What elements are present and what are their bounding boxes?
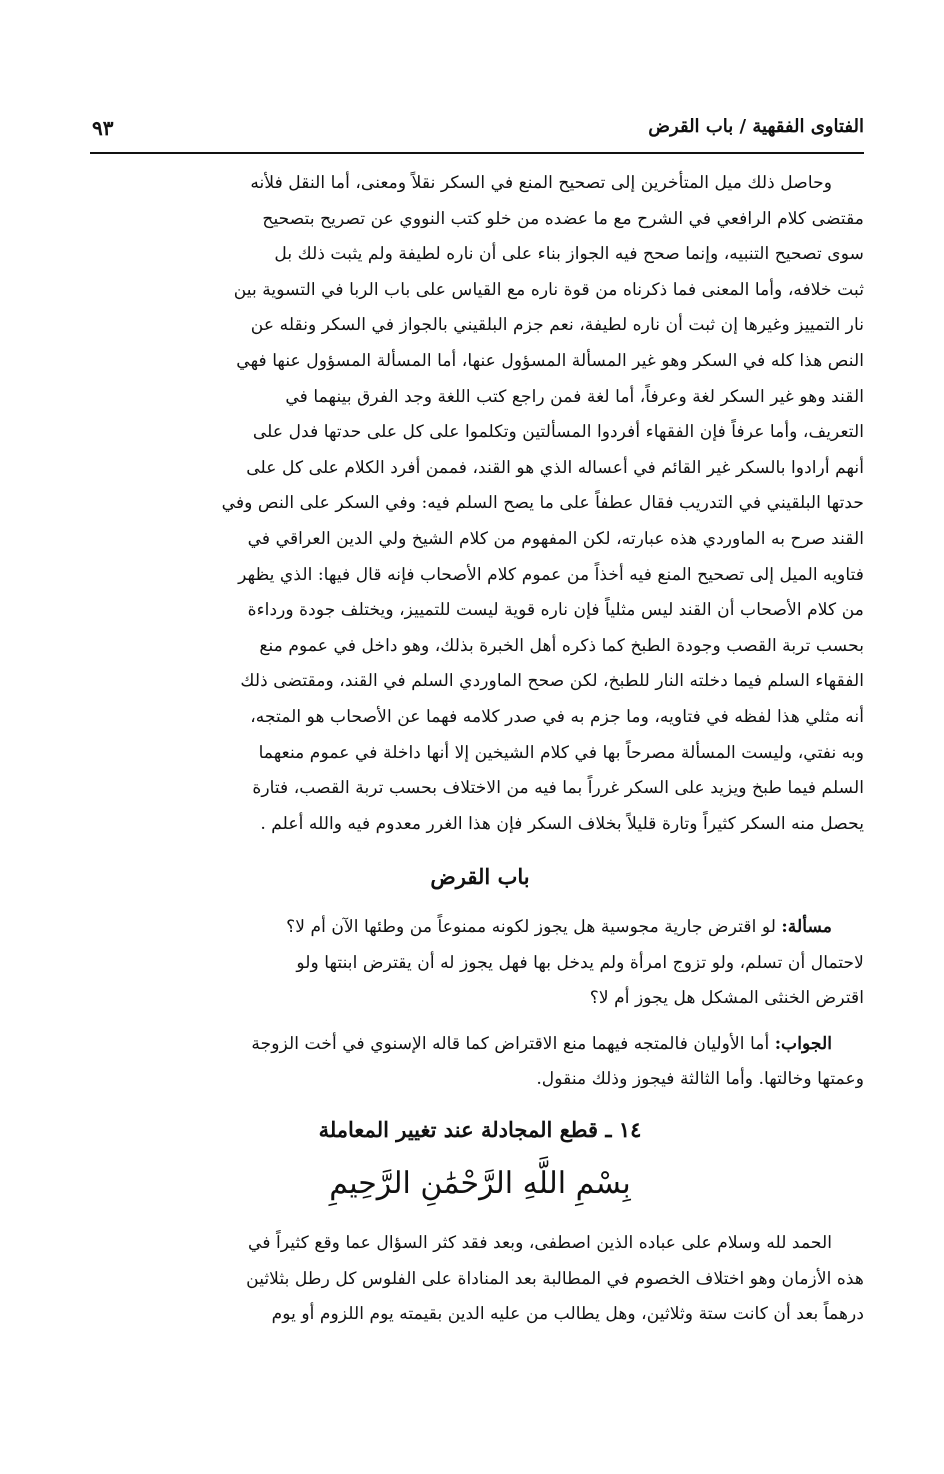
basmala-calligraphy: بِسْمِ اللَّهِ الرَّحْمَٰنِ الرَّحِيمِ <box>329 1166 631 1201</box>
paragraph-line: نار التمييز وغيرها إن ثبت أن ناره لطيفة، نعم جزم البلقيني بالجواز في السكر ونقله عن <box>250 315 864 336</box>
paragraph-line: القند صرح به الماوردي هذه عبارته، لكن المفهوم من كلام الشيخ ولي الدين العراقي في <box>247 528 864 549</box>
answer-line: وعمتها وخالتها. وأما الثالثة فيجوز وذلك منقول. <box>536 1069 864 1090</box>
question-line: لاحتمال أن تسلم، ولو تزوج امرأة ولم يدخل بها فهل يجوز له أن يقترض ابنتها ولو <box>296 952 864 973</box>
paragraph-line: من كلام الأصحاب أن القند ليس مثلياً فإن ناره قوية ليست للتمييز، ويختلف جودة ورداءة <box>247 600 864 621</box>
paragraph-line: أنه مثلي هذا لفظه في فتاويه، وما جزم به في صدر كلامه فهما عن الأصحاب هو المتجه، <box>250 706 864 727</box>
question-answer-block <box>96 910 864 1098</box>
paragraph-line: القند وهو غير السكر لغة وعرفاً، أما لغة فمن راجع كتب اللغة وجد الفرق بينهما في <box>285 386 864 407</box>
question-label: مسألة: <box>781 917 832 937</box>
paragraph-line: درهماً بعد أن كانت ستة وثلاثين، وهل يطالب من عليه الدين بقيمته يوم اللزوم أو يوم <box>271 1304 864 1325</box>
paragraph-line: فتاويه الميل إلى تصحيح المنع فيه أخذاً من عموم كلام الأصحاب فإنه قال فيها: الذي يظهر <box>238 564 864 585</box>
paragraph-line: وحاصل ذلك ميل المتأخرين إلى تصحيح المنع في السكر نقلاً ومعنى، أما النقل فلأنه <box>250 173 832 193</box>
paragraph-line: مقتضى كلام الرافعي في الشرح مع ما عضده من خلو كتب النووي عن تصريح بتصحيح <box>262 208 864 229</box>
main-paragraph <box>96 166 864 842</box>
answer-line <box>96 1027 864 1063</box>
chapter-heading: ١٤ ـ قطع المجادلة عند تغيير المعاملة <box>318 1117 642 1142</box>
page-number: ٩٣ <box>92 116 114 140</box>
answer-label: الجواب: <box>774 1033 832 1054</box>
paragraph-line: الفقهاء السلم فيما دخلته النار للطبخ، لكن صحح الماوردي السلم في القند، ومقتضى ذلك <box>240 671 864 692</box>
question-line: اقترض الخنثى المشكل هل يجوز أم لا؟ <box>589 988 864 1009</box>
section-heading: باب القرض <box>430 864 530 889</box>
question-line <box>96 910 864 946</box>
paragraph-line: سوى تصحيح التنبيه، وإنما صحح فيه الجواز بناء على أن ناره لطيفة ولم يثبت ذلك بل <box>274 244 864 265</box>
paragraph-line: هذه الأزمان وهو اختلاف الخصوم في المطالبة بعد المناداة على الفلوس كل رطل بثلاثين <box>246 1268 864 1289</box>
final-paragraph <box>96 1226 864 1333</box>
question-text: لو اقترض جارية مجوسية هل يجوز لكونه ممنوعاً من وطئها الآن أم لا؟ <box>286 917 776 937</box>
paragraph-line: الحمد لله وسلام على عباده الذين اصطفى، وبعد فقد كثر السؤال عما وقع كثيراً في <box>248 1233 832 1253</box>
paragraph-line: التعريف، وأما عرفاً فإن الفقهاء أفردوا المسألتين وتكلموا على كل على حدتها فدل على <box>252 422 864 443</box>
paragraph-line: السلم فيما طبخ ويزيد على السكر غرراً بما فيه من الاختلاف بحسب تربة القصب، فتارة <box>252 778 864 799</box>
running-header <box>90 112 864 154</box>
paragraph-line: ثبت خلافه، وأما المعنى فما ذكرناه من قوة ناره مع القياس على باب الربا في التسوية بين <box>233 279 864 300</box>
answer-text: أما الأوليان فالمتجه فيهما منع الاقتراض كما قاله الإسنوي في أخت الزوجة <box>251 1033 770 1054</box>
paragraph-line: النص هذا كله في السكر وهو غير المسألة المسؤول عنها، أما المسألة المسؤول عنها فهي <box>236 350 864 371</box>
paragraph-line: بحسب تربة القصب وجودة الطبخ كما ذكره أهل الخبرة بذلك، وهو داخل في عموم منع <box>259 635 864 656</box>
paragraph-line: حدتها البلقيني في التدريب فقال عطفاً على ما يصح السلم فيه: وفي السكر على النص وفي <box>221 493 864 514</box>
running-title: الفتاوى الفقهية / باب القرض <box>648 116 864 137</box>
paragraph-line: أنهم أرادوا بالسكر غير القائم في أعساله الذي هو القند، فممن أفرد الكلام على كل على <box>246 457 864 478</box>
paragraph-line: وبه نفتي، وليست المسألة مصرحاً بها في كلام الشيخين إلا أنها داخلة في عموم منعهما <box>258 742 864 763</box>
paragraph-line: يحصل منه السكر كثيراً وتارة قليلاً بخلاف السكر فإن هذا الغرر معدوم فيه والله أعلم . <box>260 813 864 834</box>
spacer <box>96 1017 864 1027</box>
